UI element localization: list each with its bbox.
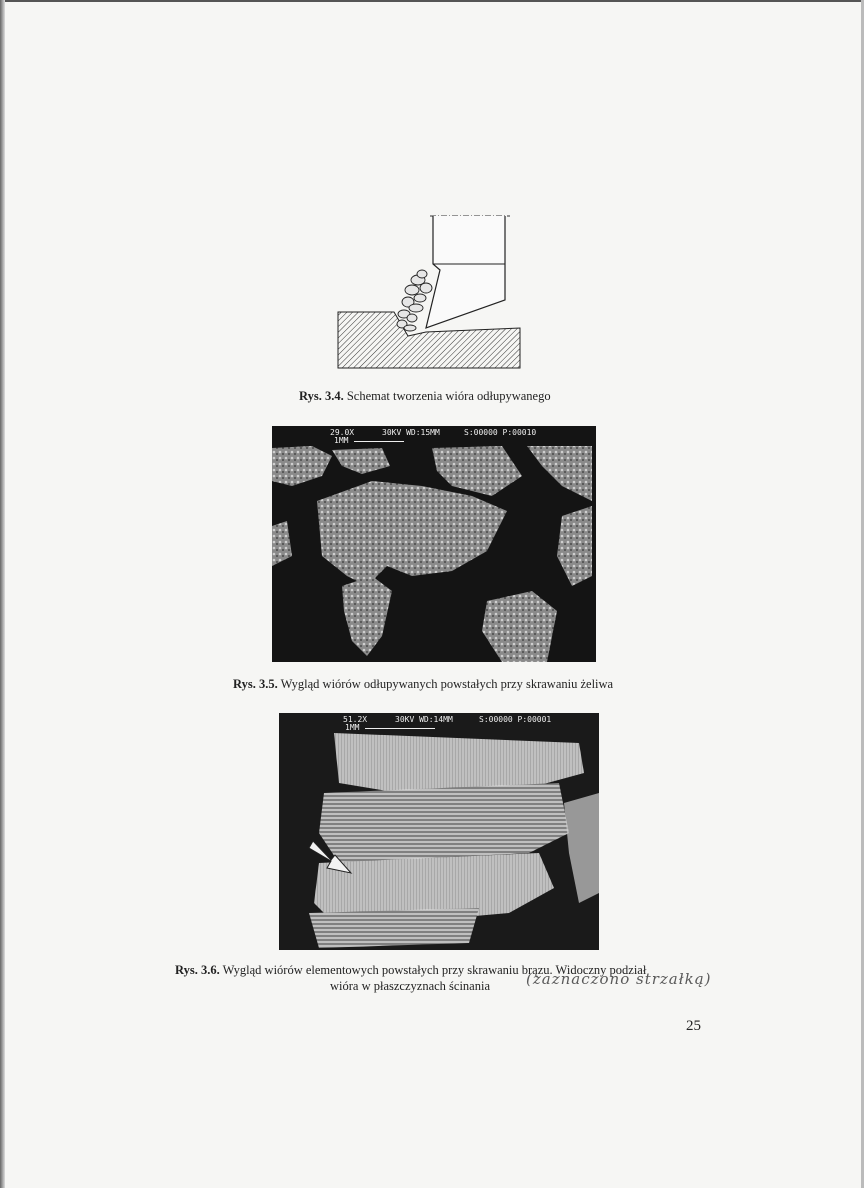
caption-text: Wygląd wiórów elementowych powstałych przy skrawaniu brązu. Widoczny podział bbox=[219, 963, 647, 977]
sem-parameters: 30KV WD:14MM bbox=[395, 715, 453, 724]
figure-label: Rys. 3.5. bbox=[233, 677, 278, 691]
sem-scale-bar bbox=[354, 441, 404, 442]
sem-scale-label: 1MM bbox=[345, 723, 360, 732]
sem-info-bar bbox=[279, 713, 599, 733]
chip-formation-diagram bbox=[330, 210, 530, 375]
figure-3-5-caption bbox=[233, 676, 613, 692]
sem-sample-counter: S:00000 P:00010 bbox=[464, 428, 537, 437]
sem-scale-bar bbox=[365, 728, 435, 729]
figure-3-4-caption bbox=[299, 388, 551, 404]
scan-edge-left bbox=[0, 0, 5, 1188]
sem-parameters: 30KV WD:15MM bbox=[382, 428, 440, 437]
sem-magnification: 29.0X bbox=[330, 428, 355, 437]
sem-image bbox=[272, 426, 596, 662]
sem-micrograph-cast-iron bbox=[272, 426, 596, 662]
handwritten-note: (zaznaczono strzałką) bbox=[526, 970, 712, 988]
sem-sample-counter: S:00000 P:00001 bbox=[479, 715, 552, 724]
sem-magnification: 51.2X bbox=[343, 715, 368, 724]
scan-edge-top bbox=[0, 0, 864, 2]
figure-label: Rys. 3.4. bbox=[299, 389, 344, 403]
sem-scale-label: 1MM bbox=[334, 436, 349, 445]
figure-label: Rys. 3.6. bbox=[175, 963, 220, 977]
page-number: 25 bbox=[686, 1018, 701, 1034]
sem-image bbox=[279, 713, 599, 950]
figure-3-6-caption-line2: wióra w płaszczyznach ścinania bbox=[330, 979, 490, 993]
sem-info-bar bbox=[272, 426, 596, 446]
sem-micrograph-bronze bbox=[279, 713, 599, 950]
caption-text: Wygląd wiórów odłupywanych powstałych przy skrawaniu żeliwa bbox=[277, 677, 614, 691]
caption-text: Schemat tworzenia wióra odłupywanego bbox=[343, 389, 551, 403]
